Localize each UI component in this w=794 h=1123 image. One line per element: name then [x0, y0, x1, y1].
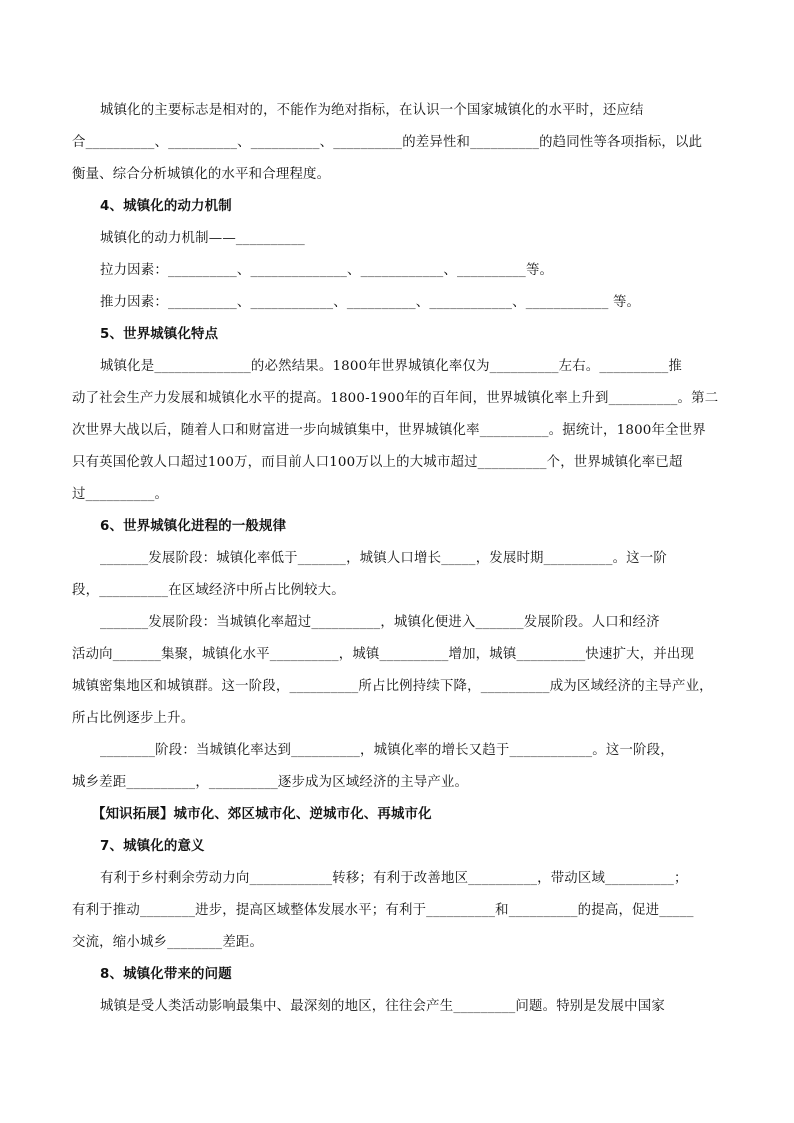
fill-blank: _________	[453, 999, 516, 1014]
fill-blank: _______	[100, 551, 149, 566]
fill-blank: _____	[659, 903, 694, 918]
fill-blank: ________	[139, 903, 196, 918]
text-span: 、	[319, 135, 334, 150]
fill-blank: ________	[167, 935, 223, 950]
section-heading	[100, 518, 755, 536]
text-span: 、	[347, 263, 361, 278]
paragraph-line	[72, 934, 727, 952]
text-span: 差距。	[222, 935, 264, 950]
text-span: 快速扩大，并出现	[585, 647, 695, 662]
text-span: 城镇化的主要标志是相对的，不能作为绝对指标，在认识一个国家城镇化的水平时，还应结	[100, 103, 644, 118]
fill-blank: __________	[167, 295, 237, 310]
fill-blank: __________	[479, 423, 549, 438]
section-heading	[100, 838, 755, 856]
text-span: 的必然结果。1800年世界城镇化率仅为	[250, 359, 490, 374]
text-span: 等。	[608, 295, 641, 310]
paragraph-line	[100, 294, 755, 312]
text-span: 所占比例持续下降，	[358, 679, 481, 694]
fill-blank: __________	[333, 135, 403, 150]
fill-blank: __________	[599, 359, 669, 374]
fill-blank: __________	[289, 679, 359, 694]
text-span: 城镇密集地区和城镇群。这一阶段，	[72, 679, 290, 694]
text-span: 的趋同性等各项指标，以此	[539, 135, 703, 150]
text-span: ，城镇化率的增长又趋于	[360, 743, 510, 758]
text-span: 集聚，城镇化水平	[161, 647, 270, 662]
paragraph-line	[72, 582, 727, 600]
text-span: 、	[236, 263, 251, 278]
paragraph-line	[100, 870, 755, 888]
text-span: 8、城镇化带来的问题	[100, 967, 232, 982]
text-span: 6、世界城镇化进程的一般规律	[100, 519, 287, 534]
text-span: 发展阶段：当城镇化率超过	[148, 615, 312, 630]
text-span: 段，	[72, 583, 100, 598]
fill-blank: __________	[269, 647, 339, 662]
paragraph-line	[100, 742, 755, 760]
text-span: 、	[237, 135, 251, 150]
text-span: 发展阶段。人口和经济	[523, 615, 660, 630]
fill-blank: __________	[99, 583, 169, 598]
paragraph-line	[100, 550, 755, 568]
fill-blank: __________	[543, 551, 613, 566]
text-span: 增加，城镇	[448, 647, 517, 662]
text-span: ，城镇人口增长	[346, 551, 442, 566]
text-span: 阶段：当城镇化率达到	[155, 743, 292, 758]
text-span: 。这一阶	[612, 551, 667, 566]
fill-blank: ____________	[509, 743, 593, 758]
text-span: ，	[195, 775, 209, 790]
text-span: 城镇化是	[100, 359, 155, 374]
paragraph-line	[72, 486, 727, 504]
text-span: 的差异性和	[402, 135, 471, 150]
fill-blank: __________	[168, 135, 238, 150]
text-span: 、	[415, 295, 430, 310]
text-span: 过	[72, 487, 86, 502]
fill-blank: __________	[468, 871, 538, 886]
text-span: ，城镇	[338, 647, 380, 662]
text-span: 【知识拓展】城市化、郊区城市化、逆城市化、再城市化	[92, 807, 432, 822]
fill-blank: ______________	[154, 359, 251, 374]
fill-blank: ________	[100, 743, 156, 758]
paragraph-line	[72, 678, 727, 696]
text-span: 。据统计，1800年全世界	[548, 423, 706, 438]
text-span: 4、城镇化的动力机制	[100, 199, 232, 214]
paragraph-line	[100, 102, 755, 120]
section-heading	[100, 966, 755, 984]
fill-blank: __________	[489, 359, 559, 374]
fill-blank: __________	[379, 647, 449, 662]
fill-blank: ____________	[525, 295, 609, 310]
fill-blank: __________	[311, 615, 381, 630]
text-span: 所占比例逐步上升。	[72, 711, 195, 726]
text-span: 5、世界城镇化特点	[100, 327, 219, 342]
fill-blank: __________	[605, 871, 675, 886]
text-span: 转移；有利于改善地区	[332, 871, 469, 886]
section-heading	[100, 198, 755, 216]
text-span: 。第二	[677, 391, 719, 406]
text-span: 、	[333, 295, 347, 310]
text-span: 发展阶段：城镇化率低于	[148, 551, 298, 566]
text-span: 7、城镇化的意义	[100, 839, 205, 854]
fill-blank: _______	[100, 615, 149, 630]
fill-blank: ______________	[250, 263, 348, 278]
paragraph-line	[72, 134, 727, 152]
paragraph-line	[100, 614, 755, 632]
text-span: 只有英国伦敦人口超过100万，而目前人口100万以上的大城市超过	[72, 455, 478, 470]
text-span: 动了社会生产力发展和城镇化水平的提高。1800-1900年的百年间，世界城镇化率上升到	[72, 391, 609, 406]
paragraph-line	[100, 998, 755, 1016]
fill-blank: __________	[208, 775, 278, 790]
text-span: 、	[512, 295, 526, 310]
text-span: 拉力因素：	[100, 263, 168, 278]
text-span: 和	[495, 903, 509, 918]
text-span: 活动向	[72, 647, 113, 662]
paragraph-line	[72, 454, 727, 472]
paragraph-line	[72, 646, 727, 664]
text-span: 合	[72, 135, 86, 150]
text-span: 逐步成为区域经济的主导产业。	[277, 775, 469, 790]
fill-blank: __________	[346, 295, 416, 310]
paragraph-line	[72, 774, 727, 792]
fill-blank: __________	[508, 903, 578, 918]
fill-blank: __________	[480, 679, 550, 694]
paragraph-line	[72, 710, 727, 728]
fill-blank: _____	[441, 551, 476, 566]
fill-blank: ____________	[249, 871, 333, 886]
text-span: 问题。特别是发展中国家	[515, 999, 665, 1014]
text-span: ，城镇化便进入	[380, 615, 476, 630]
paragraph-line	[100, 262, 755, 280]
fill-blank: ____________	[250, 295, 334, 310]
fill-blank: ____________	[360, 263, 444, 278]
text-span: 、	[236, 295, 251, 310]
fill-blank: __________	[470, 135, 540, 150]
text-span: 城镇是受人类活动影响最集中、最深刻的地区，往往会产生	[100, 999, 454, 1014]
text-span: 有利于乡村剩余劳动力向	[100, 871, 250, 886]
text-span: 进步，提高区域整体发展水平；有利于	[195, 903, 427, 918]
fill-blank: __________	[456, 263, 526, 278]
text-span: 有利于推动	[72, 903, 140, 918]
paragraph-line	[100, 230, 755, 248]
fill-blank: __________	[126, 775, 196, 790]
fill-blank: __________	[85, 135, 155, 150]
knowledge-extension-heading	[92, 806, 747, 824]
text-span: 衡量、综合分析城镇化的水平和合理程度。	[72, 167, 331, 182]
text-span: 推力因素：	[100, 295, 168, 310]
paragraph-line	[100, 358, 755, 376]
text-span: 、	[443, 263, 457, 278]
text-span: 成为区域经济的主导产业，	[549, 679, 713, 694]
text-span: ；	[674, 871, 688, 886]
text-span: 左右。	[558, 359, 600, 374]
text-span: 、	[154, 135, 169, 150]
fill-blank: _______	[297, 551, 347, 566]
fill-blank: __________	[426, 903, 496, 918]
paragraph-line	[72, 166, 727, 184]
fill-blank: __________	[608, 391, 678, 406]
text-span: 。	[154, 487, 169, 502]
paragraph-line	[72, 422, 727, 440]
fill-blank: __________	[235, 231, 305, 246]
text-span: 推	[668, 359, 682, 374]
fill-blank: _______	[112, 647, 162, 662]
fill-blank: __________	[167, 263, 237, 278]
text-span: 等。	[525, 263, 554, 278]
text-span: ，发展时期	[475, 551, 544, 566]
fill-blank: __________	[85, 487, 155, 502]
text-span: ，带动区域	[537, 871, 606, 886]
fill-blank: __________	[516, 647, 586, 662]
fill-blank: _______	[475, 615, 524, 630]
text-span: 。这一阶段，	[592, 743, 674, 758]
text-span: 城乡差距	[72, 775, 127, 790]
text-span: 次世界大战以后，随着人口和财富进一步向城镇集中，世界城镇化率	[72, 423, 480, 438]
text-span: 在区域经济中所占比例较大。	[168, 583, 345, 598]
fill-blank: __________	[291, 743, 361, 758]
paragraph-line	[72, 390, 727, 408]
text-span: 个，世界城镇化率已超	[546, 455, 683, 470]
fill-blank: __________	[250, 135, 320, 150]
paragraph-line	[72, 902, 727, 920]
text-span: 交流，缩小城乡	[72, 935, 168, 950]
section-heading	[100, 326, 755, 344]
fill-blank: ____________	[429, 295, 513, 310]
fill-blank: __________	[477, 455, 547, 470]
text-span: 城镇化的动力机制——	[100, 231, 236, 246]
text-span: 的提高，促进	[577, 903, 660, 918]
